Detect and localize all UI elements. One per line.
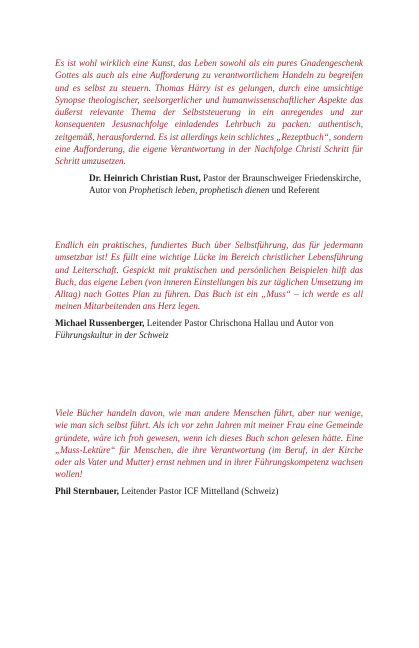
endorser-role: Leitender Pastor Chrischona Hallau und Autor von <box>144 317 334 328</box>
book-title: Führungskultur in der Schweiz <box>55 330 169 341</box>
endorsement-quote: Es ist wohl wirklich eine Kunst, das Leben sowohl als ein pures Gnadengeschenk Gottes als auch als eine Aufforderung zu verantwortlichem Handeln zu begreifen und es selbst zu steuern. Thomas Härry ist es gelungen, durch eine umsichtige Synopse theologischer, seelsorgerlicher und humanwissenschaftlicher Aspekte das äußerst relevante Thema der Selbststeuerung in ein anregendes und zur konsequenten Jesusnachfolge einladendes Lehrbuch zu packen: authentisch, zeitgemäß, herausfordernd. Es ist allerdings kein schlichtes „Rezeptbuch“, sondern eine Aufforderung, die eigene Verantwortung in der Nachfolge Christi Schritt für Schritt umzusetzen. <box>55 58 363 167</box>
book-title: prophetisch dienen <box>199 184 270 195</box>
endorsement-attribution <box>55 485 363 497</box>
endorsement-russenberger <box>55 239 363 341</box>
endorsement-quote: Endlich ein praktisches, fundiertes Buch über Selbstführung, das für jedermann umsetzbar ist! Es füllt eine wichtige Lücke im Bereich christlicher Lebensführung und Leiterschaft. Gespickt mit praktischen und persönlichen Beispielen hilft das Buch, das eigene Leben (von inneren Einstellungen bis zur täglichen Umsetzung im Alltag) nach Gottes Plan zu führen. Das Buch ist ein „Muss“ – ich werde es all meinen Mitarbeitenden ans Herz legen. <box>55 240 363 312</box>
endorser-name: Dr. Heinrich Christian Rust, <box>89 172 201 183</box>
endorsement-rust <box>55 57 363 196</box>
endorser-name: Phil Sternbauer, <box>55 485 119 496</box>
endorser-role: Leitender Pastor ICF Mittelland (Schweiz) <box>118 485 279 496</box>
endorser-name: Michael Russenberger, <box>55 317 145 328</box>
endorsement-quote: Viele Bücher handeln davon, wie man andere Menschen führt, aber nur wenige, wie man sich selbst führt. Als ich vor zehn Jahren mit meiner Frau eine Gemeinde gründete, wäre ich froh gewesen, wenn ich dieses Buch schon gelesen hätte. Eine „Muss-Lektüre“ für Menschen, die ihre Verantwortung (im Beruf, in der Kirche oder als Vater und Mutter) ernst nehmen und in ihrer Führungskompetenz wachsen wollen! <box>55 408 363 480</box>
endorsement-attribution <box>89 172 363 197</box>
endorsement-sternbauer <box>55 407 363 497</box>
endorsement-attribution <box>55 317 363 342</box>
endorser-role-end: und Referent <box>269 184 320 195</box>
title-separator: , <box>195 184 200 195</box>
endorser-role: Pastor der Braunschweiger Friedenskirche, Autor von <box>89 172 362 195</box>
book-title: Prophetisch leben <box>128 184 196 195</box>
